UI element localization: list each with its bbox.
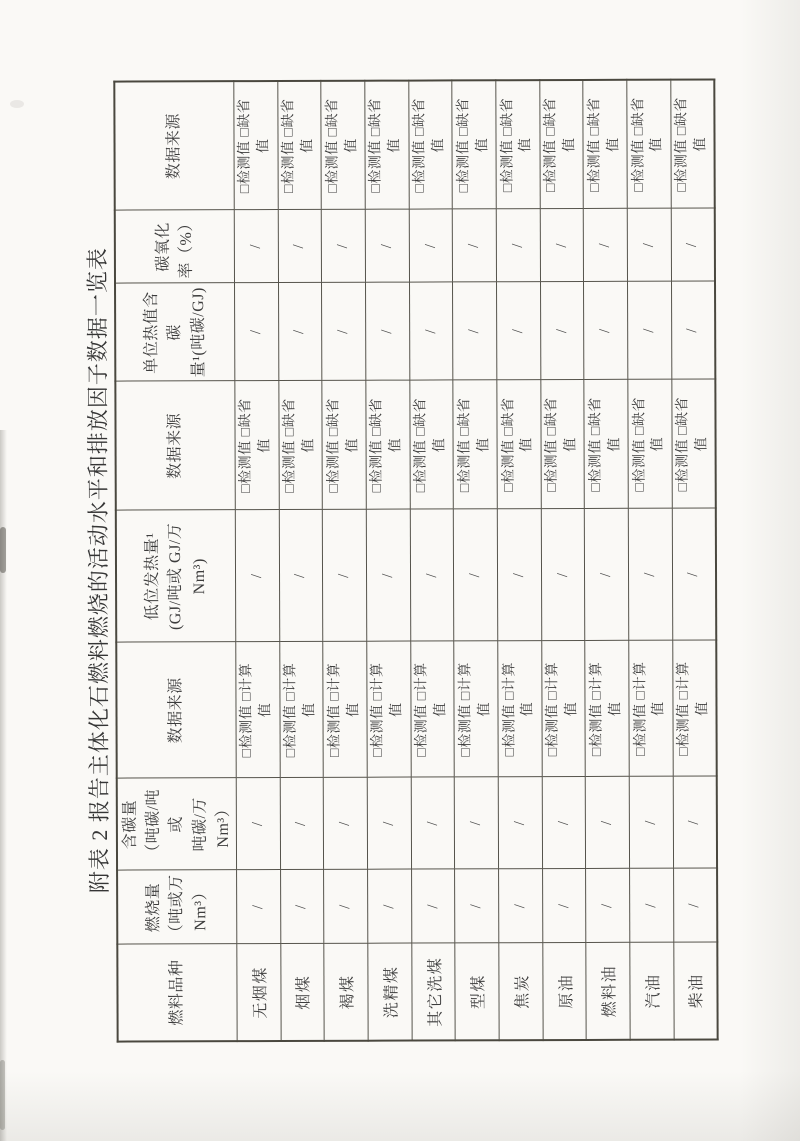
cell-fuel-type: 洗精煤 [368,944,412,1041]
cell-unit-heat-carbon: / [234,283,278,381]
cell-carbon-oxidation-rate: / [540,209,584,282]
cell-unit-heat-carbon: / [584,282,628,380]
table-row [321,81,368,1041]
cell-unit-heat-carbon: / [671,281,715,379]
cell-combustion-amount: / [586,869,630,943]
table-row [627,80,674,1040]
cell-data-source-carbon: □检测值 □计算 值 [629,641,673,777]
cell-fuel-type: 褐煤 [324,944,368,1041]
cell-data-source-oxidation: □检测值 □缺省 值 [583,80,627,209]
cell-carbon-oxidation-rate: / [453,209,497,282]
cell-data-source-carbon: □检测值 □计算 值 [410,641,454,777]
cell-data-source-oxidation: □检测值 □缺省 值 [496,80,540,209]
cell-data-source-oxidation: □检测值 □缺省 值 [365,81,409,210]
header-data-source-heating: 数据来源 [115,381,235,510]
cell-unit-heat-carbon: / [322,283,366,381]
cell-combustion-amount: / [324,870,368,944]
cell-data-source-oxidation: □检测值 □缺省 值 [540,80,584,209]
cell-data-source-carbon: □检测值 □计算 值 [279,642,323,778]
cell-carbon-content: / [673,776,717,868]
cell-carbon-oxidation-rate: / [496,209,540,282]
table-row [496,80,543,1040]
cell-low-heating-value: / [672,508,716,640]
cell-unit-heat-carbon: / [366,283,410,381]
cell-data-source-heating: □检测值 □缺省 值 [672,379,716,508]
cell-data-source-oxidation: □检测值 □缺省 值 [408,80,452,209]
cell-carbon-oxidation-rate: / [409,209,453,282]
cell-carbon-content: / [498,777,542,869]
cell-fuel-type: 柴油 [674,942,718,1039]
header-fuel-type: 燃料品种 [117,944,237,1041]
cell-data-source-carbon: □检测值 □计算 值 [498,641,542,777]
cell-carbon-oxidation-rate: / [234,210,278,283]
cell-carbon-content: / [236,778,280,870]
header-unit-heat-carbon: 单位热值含碳 量¹(吨碳/GJ) [115,283,235,381]
cell-unit-heat-carbon: / [540,282,584,380]
cell-unit-heat-carbon: / [628,282,672,380]
cell-low-heating-value: / [454,509,498,641]
table-row [583,80,630,1040]
cell-data-source-heating: □检测值 □缺省 值 [497,380,541,509]
cell-fuel-type: 烟煤 [280,944,324,1041]
fuel-data-table [113,78,718,1042]
cell-unit-heat-carbon: / [278,283,322,381]
cell-fuel-type: 汽油 [630,943,674,1040]
document-title: 附表 2 报告主体化石燃料燃烧的活动水平和排放因子数据一览表 [84,247,113,894]
cell-combustion-amount: / [630,869,674,943]
table-row [365,81,412,1041]
cell-data-source-carbon: □检测值 □计算 值 [323,642,367,778]
cell-low-heating-value: / [497,509,541,641]
cell-data-source-carbon: □检测值 □计算 值 [454,641,498,777]
cell-unit-heat-carbon: / [497,282,541,380]
cell-data-source-heating: □检测值 □缺省 值 [541,380,585,509]
cell-carbon-content: / [455,777,499,869]
cell-data-source-heating: □检测值 □缺省 值 [322,381,366,510]
cell-carbon-content: / [411,777,455,869]
cell-carbon-content: / [586,777,630,869]
table-row [540,80,587,1040]
cell-carbon-content: / [542,777,586,869]
cell-data-source-heating: □检测值 □缺省 值 [453,380,497,509]
cell-data-source-heating: □检测值 □缺省 值 [366,381,410,510]
cell-data-source-oxidation: □检测值 □缺省 值 [321,81,365,210]
cell-data-source-carbon: □检测值 □计算 值 [673,640,717,776]
cell-carbon-oxidation-rate: / [627,209,671,282]
cell-data-source-oxidation: □检测值 □缺省 值 [671,80,715,209]
cell-combustion-amount: / [455,869,499,943]
cell-data-source-heating: □检测值 □缺省 值 [628,380,672,509]
cell-fuel-type: 原油 [543,943,587,1040]
cell-carbon-content: / [324,778,368,870]
cell-carbon-oxidation-rate: / [584,209,628,282]
cell-fuel-type: 型煤 [455,943,499,1040]
cell-fuel-type: 其它洗煤 [412,943,456,1040]
cell-data-source-oxidation: □检测值 □缺省 值 [452,80,496,209]
cell-carbon-oxidation-rate: / [365,210,409,283]
cell-data-source-heating: □检测值 □缺省 值 [235,381,279,510]
cell-data-source-oxidation: □检测值 □缺省 值 [627,80,671,209]
cell-data-source-heating: □检测值 □缺省 值 [584,380,628,509]
cell-combustion-amount: / [280,870,324,944]
fuel-table-body [234,80,718,1042]
cell-carbon-oxidation-rate: / [278,210,322,283]
cell-combustion-amount: / [673,868,717,942]
cell-carbon-oxidation-rate: / [322,210,366,283]
cell-fuel-type: 燃料油 [586,943,630,1040]
cell-combustion-amount: / [542,869,586,943]
cell-combustion-amount: / [236,870,280,944]
header-combustion-amount: 燃烧量 （吨或万 Nm³） [117,870,237,944]
header-low-heating-value: 低位发热量¹ (GJ/吨或 GJ/万 Nm³) [116,510,236,642]
cell-low-heating-value: / [366,510,410,642]
cell-unit-heat-carbon: / [453,282,497,380]
cell-data-source-carbon: □检测值 □计算 值 [542,641,586,777]
cell-carbon-content: / [367,778,411,870]
cell-data-source-carbon: □检测值 □计算 值 [367,642,411,778]
cell-low-heating-value: / [585,509,629,641]
header-carbon-oxidation-rate: 碳氧化 率（%） [115,210,235,283]
cell-combustion-amount: / [411,869,455,943]
table-row [277,81,324,1041]
cell-low-heating-value: / [323,510,367,642]
cell-low-heating-value: / [541,509,585,641]
cell-data-source-heating: □检测值 □缺省 值 [278,381,322,510]
header-data-source-carbon: 数据来源 [116,642,236,778]
cell-carbon-oxidation-rate: / [671,208,715,281]
cell-combustion-amount: / [368,870,412,944]
table-row [408,80,455,1040]
cell-carbon-content: / [629,777,673,869]
header-carbon-content: 含碳量 （吨碳/吨或 吨碳/万 Nm³） [117,778,237,870]
cell-fuel-type: 无烟煤 [237,944,281,1041]
cell-combustion-amount: / [499,869,543,943]
cell-data-source-heating: □检测值 □缺省 值 [410,380,454,509]
cell-data-source-oxidation: □检测值 □缺省 值 [277,81,321,210]
cell-data-source-carbon: □检测值 □计算 值 [236,642,280,778]
cell-data-source-oxidation: □检测值 □缺省 值 [234,81,278,210]
cell-unit-heat-carbon: / [409,282,453,380]
header-data-source-oxidation: 数据来源 [114,81,234,210]
table-row [452,80,499,1040]
cell-data-source-carbon: □检测值 □计算 值 [585,641,629,777]
table-row [671,80,718,1040]
cell-fuel-type: 焦炭 [499,943,543,1040]
cell-low-heating-value: / [628,509,672,641]
table-row [234,81,281,1041]
cell-low-heating-value: / [410,509,454,641]
cell-low-heating-value: / [279,510,323,642]
cell-carbon-content: / [280,778,324,870]
table-header-row [114,81,237,1041]
cell-low-heating-value: / [235,510,279,642]
